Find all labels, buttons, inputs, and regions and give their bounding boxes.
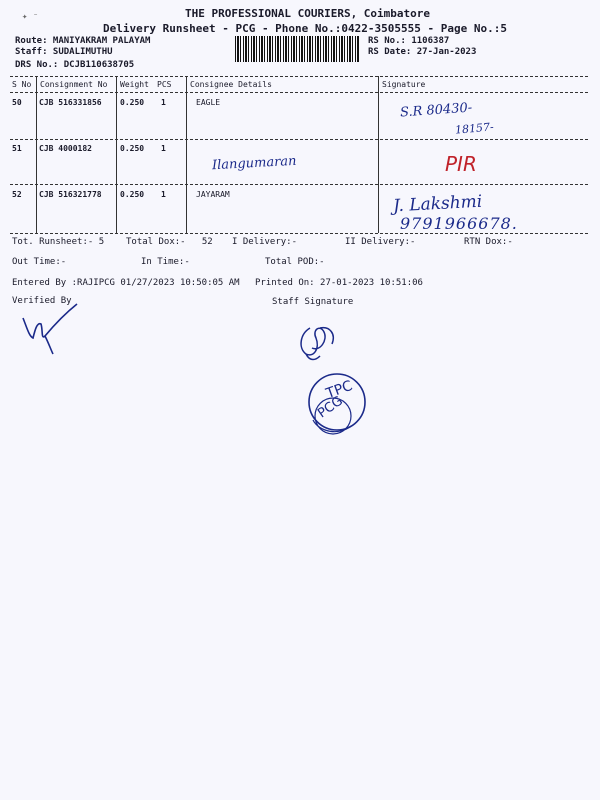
col-consignee: Consignee Details	[190, 80, 272, 89]
col-pcs: PCS	[157, 80, 172, 89]
row-pcs: 1	[161, 144, 166, 153]
tot-runsheet: Tot. Runsheet:- 5	[12, 237, 105, 247]
runsheet-title: Delivery Runsheet - PCG - Phone No.:0422-3505555 - Page No.:5	[103, 22, 507, 35]
column-rule	[186, 76, 187, 233]
divider	[10, 76, 588, 77]
corner-mark-icon: ✦ ⁻	[22, 12, 39, 22]
row-pcs: 1	[161, 98, 166, 107]
divider	[10, 92, 588, 93]
column-rule	[378, 76, 379, 233]
rs-date: RS Date: 27-Jan-2023	[368, 47, 477, 57]
col-signature: Signature	[382, 80, 426, 89]
divider	[10, 184, 588, 185]
in-time: In Time:-	[141, 257, 190, 267]
row-consignment: CJB 4000182	[39, 144, 92, 153]
i-delivery: I Delivery:-	[232, 237, 298, 247]
row-consignment: CJB 516321778	[39, 190, 102, 199]
divider	[10, 139, 588, 140]
printed-on: Printed On: 27-01-2023 10:51:06	[255, 278, 423, 288]
col-weight: Weight	[120, 80, 149, 89]
row-consignment: CJB 516331856	[39, 98, 102, 107]
signature-handwriting: PIR	[445, 152, 477, 176]
rs-number: RS No.: 1106387	[368, 36, 450, 46]
company-name: THE PROFESSIONAL COURIERS, Coimbatore	[185, 7, 431, 20]
row-consignee: JAYARAM	[196, 190, 230, 199]
staff-signature-label: Staff Signature	[272, 297, 354, 307]
row-sno: 51	[12, 144, 22, 153]
row-weight: 0.250	[120, 190, 145, 199]
total-pod: Total POD:-	[265, 257, 325, 267]
route-label: Route: MANIYAKRAM PALAYAM	[15, 36, 151, 46]
row-weight: 0.250	[120, 98, 145, 107]
column-rule	[36, 76, 37, 233]
col-consignment: Consignment No	[40, 80, 108, 89]
row-sno: 50	[12, 98, 22, 107]
ii-delivery: II Delivery:-	[345, 237, 416, 247]
stamp-text: TPC	[324, 377, 355, 403]
staff-signature-scribble	[290, 318, 350, 368]
drs-label: DRS No.: DCJB110638705	[15, 60, 135, 70]
total-dox: Total Dox:- 52	[126, 237, 213, 247]
row-consignee: EAGLE	[196, 98, 221, 107]
signature-phone-handwriting: 9791966678.	[400, 214, 518, 233]
rtn-dox: RTN Dox:-	[464, 237, 513, 247]
out-time: Out Time:-	[12, 257, 67, 267]
verified-by-label: Verified By	[12, 296, 72, 306]
signature-handwriting: 18157-	[454, 120, 495, 137]
signature-handwriting: S.R 80430-	[399, 100, 473, 121]
signature-handwriting: J. Lakshmi	[392, 191, 483, 217]
staff-label: Staff: SUDALIMUTHU	[15, 47, 113, 57]
divider	[10, 233, 588, 234]
handwritten-name: Ilangumaran	[211, 153, 297, 174]
stamp-text: PCG	[315, 393, 346, 422]
barcode	[235, 36, 360, 62]
column-rule	[116, 76, 117, 233]
entered-by: Entered By :RAJIPCG 01/27/2023 10:50:05 AM	[12, 278, 240, 288]
row-pcs: 1	[161, 190, 166, 199]
row-sno: 52	[12, 190, 22, 199]
verified-signature-scribble	[15, 300, 85, 360]
col-sno: S No	[12, 80, 32, 89]
row-weight: 0.250	[120, 144, 145, 153]
